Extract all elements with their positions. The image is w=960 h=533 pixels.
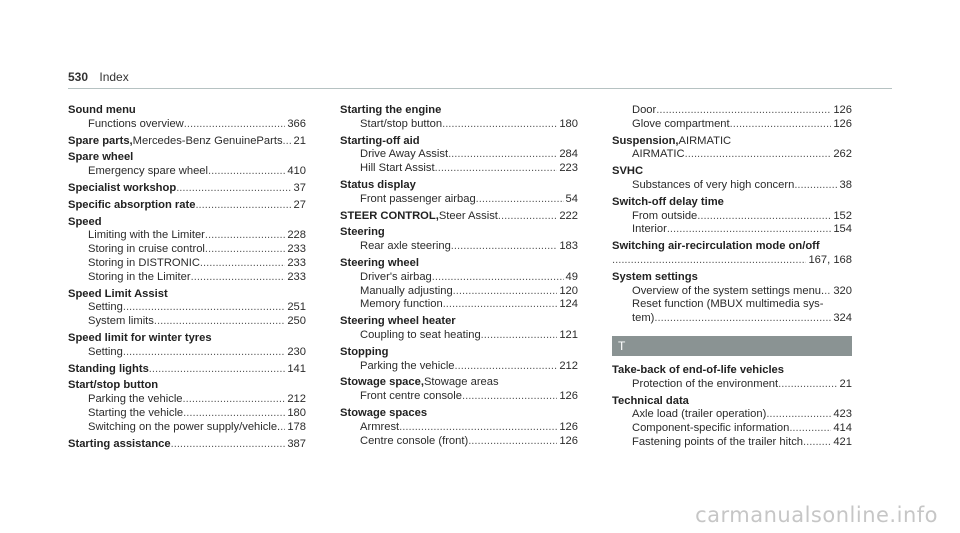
page-ref: 126 — [833, 117, 852, 130]
section-title: Index — [99, 70, 129, 84]
index-term: Stopping — [340, 345, 389, 358]
subentry-text: Functions overview — [88, 117, 184, 130]
index-subentry — [340, 360, 578, 374]
index-term: Steering wheel heater — [340, 315, 456, 328]
index-term: Starting-off aid — [340, 134, 420, 147]
page-ref: 167, 168 — [808, 253, 852, 266]
index-term-suffix: Steer Assist — [438, 209, 498, 222]
index-subentry — [612, 378, 852, 392]
index-subentry — [68, 346, 306, 360]
index-entry — [612, 135, 852, 163]
index-entry-line — [340, 315, 578, 329]
dot-leader — [154, 315, 285, 329]
dot-leader — [667, 223, 832, 237]
index-entry — [68, 379, 306, 434]
subentry-text: Fastening points of the trailer hitch — [632, 435, 804, 448]
index-subentry — [612, 298, 852, 312]
index-subentry — [612, 422, 852, 436]
index-column-2 — [340, 104, 578, 451]
page-ref: 233 — [287, 243, 306, 256]
index-subentry — [340, 390, 578, 404]
index-entry — [68, 182, 306, 196]
index-subentry — [68, 301, 306, 315]
page-ref: 250 — [287, 315, 306, 328]
page-ref: 421 — [833, 435, 852, 448]
dot-leader — [794, 179, 837, 193]
index-term: SVHC — [612, 165, 644, 178]
subentry-text: Reset function (MBUX multimedia sys- — [632, 298, 824, 311]
index-entry-line — [68, 332, 306, 346]
page-ref: 124 — [559, 298, 578, 311]
dot-leader — [205, 243, 285, 257]
page-ref: 230 — [287, 345, 306, 358]
index-subentry — [612, 148, 852, 162]
index-entry — [68, 288, 306, 329]
subentry-text: Overview of the system settings menu. — [632, 284, 825, 297]
index-entry — [68, 363, 306, 377]
subentry-text: Rear axle steering — [360, 240, 451, 253]
page-ref: 21 — [839, 377, 852, 390]
subentry-text: Driver's airbag — [360, 270, 432, 283]
index-entry-line — [68, 379, 306, 393]
subentry-text: Limiting with the Limiter — [88, 229, 205, 242]
index-subentry — [612, 436, 852, 450]
index-entry — [340, 315, 578, 343]
index-subentry — [340, 240, 578, 254]
index-entry — [340, 346, 578, 374]
subentry-text: Setting — [88, 345, 123, 358]
index-entry-line — [612, 240, 852, 254]
index-subentry — [612, 408, 852, 422]
dot-leader — [656, 104, 831, 118]
index-term-suffix: Mercedes-Benz GenuineParts — [132, 134, 283, 147]
page-ref: 387 — [287, 437, 306, 450]
dot-leader — [453, 285, 558, 299]
index-subentry — [340, 421, 578, 435]
dot-leader — [432, 271, 564, 285]
index-subentry — [68, 118, 306, 132]
dot-leader — [455, 360, 558, 374]
dot-leader — [443, 298, 558, 312]
index-entry-line — [68, 151, 306, 165]
index-entry-line — [612, 165, 852, 179]
index-entry-line — [612, 395, 852, 409]
index-term: Speed — [68, 215, 102, 228]
dot-leader — [442, 118, 557, 132]
page-ref: 27 — [293, 198, 306, 211]
subentry-text: Memory function — [360, 298, 443, 311]
index-entry-line — [612, 254, 852, 268]
page-ref: 423 — [833, 408, 852, 421]
subentry-text: Substances of very high concern — [632, 178, 795, 191]
index-entry-line — [612, 135, 852, 149]
index-entry — [612, 104, 852, 132]
index-entry — [612, 196, 852, 237]
dot-leader — [803, 436, 831, 450]
subentry-text: Switching on the power supply/vehicle. — [88, 420, 281, 433]
dot-leader — [183, 407, 285, 421]
dot-leader — [399, 421, 557, 435]
index-column-1 — [68, 104, 306, 454]
page-ref: 222 — [559, 209, 578, 222]
index-entry-line — [340, 135, 578, 149]
index-entry-line — [340, 257, 578, 271]
dot-leader — [149, 363, 286, 377]
index-term: Stowage spaces — [340, 406, 428, 419]
index-subentry — [340, 118, 578, 132]
dot-leader — [697, 210, 831, 224]
page-ref: 414 — [833, 422, 852, 435]
page-ref: 212 — [559, 359, 578, 372]
index-entry — [612, 271, 852, 326]
index-term: Steering wheel — [340, 256, 419, 269]
index-term: Starting the engine — [340, 104, 442, 116]
index-subentry — [68, 421, 306, 435]
subentry-text: Front passenger airbag — [360, 192, 476, 205]
index-subentry — [612, 285, 852, 299]
page-ref: 126 — [559, 434, 578, 447]
dot-leader — [766, 408, 831, 422]
index-subentry-continued — [612, 312, 852, 326]
page-ref: 233 — [287, 256, 306, 269]
index-term: Switch-off delay time — [612, 195, 724, 208]
index-subentry — [340, 435, 578, 449]
subentry-text: Parking the vehicle — [88, 393, 183, 406]
subentry-text: Start/stop button — [360, 117, 443, 130]
index-subentry — [612, 223, 852, 237]
index-entry — [68, 104, 306, 132]
index-entry-line — [340, 226, 578, 240]
index-subentry — [612, 118, 852, 132]
index-term: Stowage space, — [340, 376, 424, 389]
subentry-text: Coupling to seat heating — [360, 328, 481, 341]
page-ref: 251 — [287, 301, 306, 314]
index-subentry — [340, 285, 578, 299]
index-entry-line — [68, 438, 306, 452]
index-entry — [340, 257, 578, 312]
dot-leader — [191, 271, 286, 285]
subentry-text: Axle load (trailer operation) — [632, 408, 767, 421]
index-entry — [68, 438, 306, 452]
index-entry — [612, 165, 852, 193]
subentry-text: Storing in DISTRONIC — [88, 256, 200, 269]
page-ref: 223 — [559, 162, 578, 175]
subentry-text: Storing in cruise control — [88, 243, 205, 256]
index-term: Status display — [340, 178, 416, 191]
dot-leader — [481, 329, 558, 343]
subentry-text: Door — [632, 104, 657, 116]
index-entry — [68, 151, 306, 179]
index-subentry — [340, 271, 578, 285]
index-term: Specialist workshop — [68, 181, 177, 194]
subentry-text: tem) — [632, 312, 655, 325]
index-term: Take-back of end-of-life vehicles — [612, 363, 785, 376]
page-ref: 262 — [833, 148, 852, 161]
index-entry — [612, 395, 852, 450]
subentry-text: Drive Away Assist — [360, 148, 449, 161]
subentry-text: Protection of the environment — [632, 377, 779, 390]
index-entry-line — [340, 104, 578, 118]
dot-leader — [476, 193, 564, 207]
page-ref: 212 — [287, 393, 306, 406]
index-entry-line — [340, 210, 578, 224]
index-entry-line — [68, 216, 306, 230]
index-term: Switching air-recirculation mode on/off — [612, 240, 820, 253]
index-subentry — [68, 243, 306, 257]
subentry-text: Manually adjusting — [360, 284, 453, 297]
subentry-text: Front centre console — [360, 390, 462, 403]
index-subentry — [340, 298, 578, 312]
index-entry — [68, 135, 306, 149]
page-ref: 320 — [833, 284, 852, 297]
index-subentry — [340, 148, 578, 162]
index-subentry — [68, 393, 306, 407]
page-ref: 141 — [287, 362, 306, 375]
subentry-text: From outside — [632, 209, 698, 222]
dot-leader — [654, 312, 831, 326]
page-ref: 183 — [559, 240, 578, 253]
page-ref: 121 — [559, 328, 578, 341]
page-ref: 38 — [839, 178, 852, 191]
index-entry — [612, 240, 852, 268]
subentry-text: Centre console (front) — [360, 434, 469, 447]
index-term: Starting assistance — [68, 437, 171, 450]
index-term: Specific absorption rate — [68, 198, 196, 211]
index-entry — [340, 179, 578, 207]
subentry-text: Emergency spare wheel — [88, 165, 209, 178]
subentry-text: Setting — [88, 301, 123, 314]
index-entry-line — [68, 104, 306, 118]
page-ref: 178 — [287, 420, 306, 433]
index-term: Technical data — [612, 394, 689, 407]
dot-leader — [208, 165, 285, 179]
index-entry-line — [68, 199, 306, 213]
subentry-text: Parking the vehicle — [360, 359, 455, 372]
index-entry-line — [68, 135, 306, 149]
index-entry — [340, 376, 578, 404]
subentry-text: Storing in the Limiter — [88, 270, 191, 283]
dot-leader — [468, 435, 557, 449]
dot-leader — [183, 393, 286, 407]
index-subentry — [68, 229, 306, 243]
index-entry — [68, 216, 306, 285]
index-subentry — [612, 104, 852, 118]
index-term-suffix: AIRMATIC — [678, 134, 732, 147]
index-entry-line — [340, 346, 578, 360]
index-entry — [68, 199, 306, 213]
dot-leader — [123, 301, 285, 315]
page-ref: 410 — [287, 165, 306, 178]
index-subentry — [68, 165, 306, 179]
dot-leader — [184, 118, 286, 132]
index-term: System settings — [612, 270, 698, 283]
page-ref: 366 — [287, 117, 306, 130]
index-subentry — [68, 315, 306, 329]
dot-leader — [205, 229, 285, 243]
dot-leader — [685, 148, 832, 162]
page-ref: 154 — [833, 223, 852, 236]
dot-leader — [435, 162, 558, 176]
dot-leader — [778, 378, 837, 392]
index-subentry — [340, 193, 578, 207]
dot-leader — [498, 210, 557, 224]
index-letter-heading: T — [612, 336, 852, 356]
index-entry-line — [340, 179, 578, 193]
index-term: Steering — [340, 226, 385, 239]
index-term: STEER CONTROL, — [340, 209, 439, 222]
page-ref: 126 — [559, 390, 578, 403]
index-column-3 — [612, 104, 852, 453]
page-ref: 49 — [565, 270, 578, 283]
index-subentry — [612, 179, 852, 193]
subentry-text: Armrest — [360, 420, 400, 433]
index-entry — [340, 210, 578, 224]
subentry-text: Glove compartment — [632, 117, 730, 130]
dot-leader — [612, 254, 806, 268]
page-ref: 284 — [559, 148, 578, 161]
index-entry-line — [612, 196, 852, 210]
dot-leader — [462, 390, 557, 404]
subentry-text: Hill Start Assist — [360, 162, 435, 175]
subentry-text: System limits — [88, 315, 154, 328]
index-entry-line — [340, 376, 578, 390]
page-ref: 120 — [559, 284, 578, 297]
index-entry — [340, 226, 578, 254]
index-entry — [340, 135, 578, 176]
index-term: Standing lights — [68, 362, 149, 375]
dot-leader — [171, 438, 286, 452]
dot-leader — [200, 257, 285, 271]
page-ref: 180 — [559, 117, 578, 130]
index-term-suffix: Stowage areas — [423, 376, 499, 389]
page-ref: 152 — [833, 209, 852, 222]
dot-leader — [730, 118, 832, 132]
index-term: Suspension, — [612, 134, 679, 147]
index-term: Spare parts, — [68, 134, 133, 147]
index-subentry — [340, 162, 578, 176]
page-ref: 324 — [833, 312, 852, 325]
page-ref: 126 — [559, 420, 578, 433]
index-entry — [612, 364, 852, 392]
page-number: 530 — [68, 70, 89, 84]
dot-leader — [195, 199, 291, 213]
dot-leader — [283, 135, 292, 149]
index-subentry — [68, 271, 306, 285]
index-subentry — [340, 329, 578, 343]
index-entry-line — [68, 288, 306, 302]
index-entry — [340, 104, 578, 132]
index-entry-line — [612, 364, 852, 378]
page-ref: 54 — [565, 192, 578, 205]
subentry-text: Component-specific information — [632, 422, 790, 435]
index-subentry — [68, 257, 306, 271]
index-entry-line — [68, 363, 306, 377]
page-ref: 180 — [287, 406, 306, 419]
watermark: carmanualsonline.info — [695, 503, 938, 527]
index-term: Speed Limit Assist — [68, 287, 168, 300]
index-entry-line — [612, 271, 852, 285]
dot-leader — [451, 240, 558, 254]
page-ref: 233 — [287, 270, 306, 283]
subentry-text: Interior — [632, 223, 667, 236]
index-entry-line — [68, 182, 306, 196]
header-divider — [68, 88, 892, 89]
index-entry-line — [340, 407, 578, 421]
dot-leader — [448, 148, 557, 162]
page-ref: 21 — [293, 134, 306, 147]
page-ref: 37 — [293, 181, 306, 194]
dot-leader — [176, 182, 291, 196]
index-term: Speed limit for winter tyres — [68, 331, 212, 344]
page-ref: 126 — [833, 104, 852, 116]
index-entry — [340, 407, 578, 448]
dot-leader — [789, 422, 831, 436]
index-subentry — [612, 210, 852, 224]
subentry-text: Starting the vehicle — [88, 406, 184, 419]
index-term: Spare wheel — [68, 151, 134, 164]
page-header — [68, 70, 129, 84]
index-entry — [68, 332, 306, 360]
page-ref: 228 — [287, 229, 306, 242]
dot-leader — [824, 285, 831, 299]
index-subentry — [68, 407, 306, 421]
index-term: Start/stop button — [68, 379, 159, 392]
dot-leader — [123, 346, 285, 360]
subentry-text: AIRMATIC — [632, 148, 685, 161]
index-term: Sound menu — [68, 104, 136, 116]
